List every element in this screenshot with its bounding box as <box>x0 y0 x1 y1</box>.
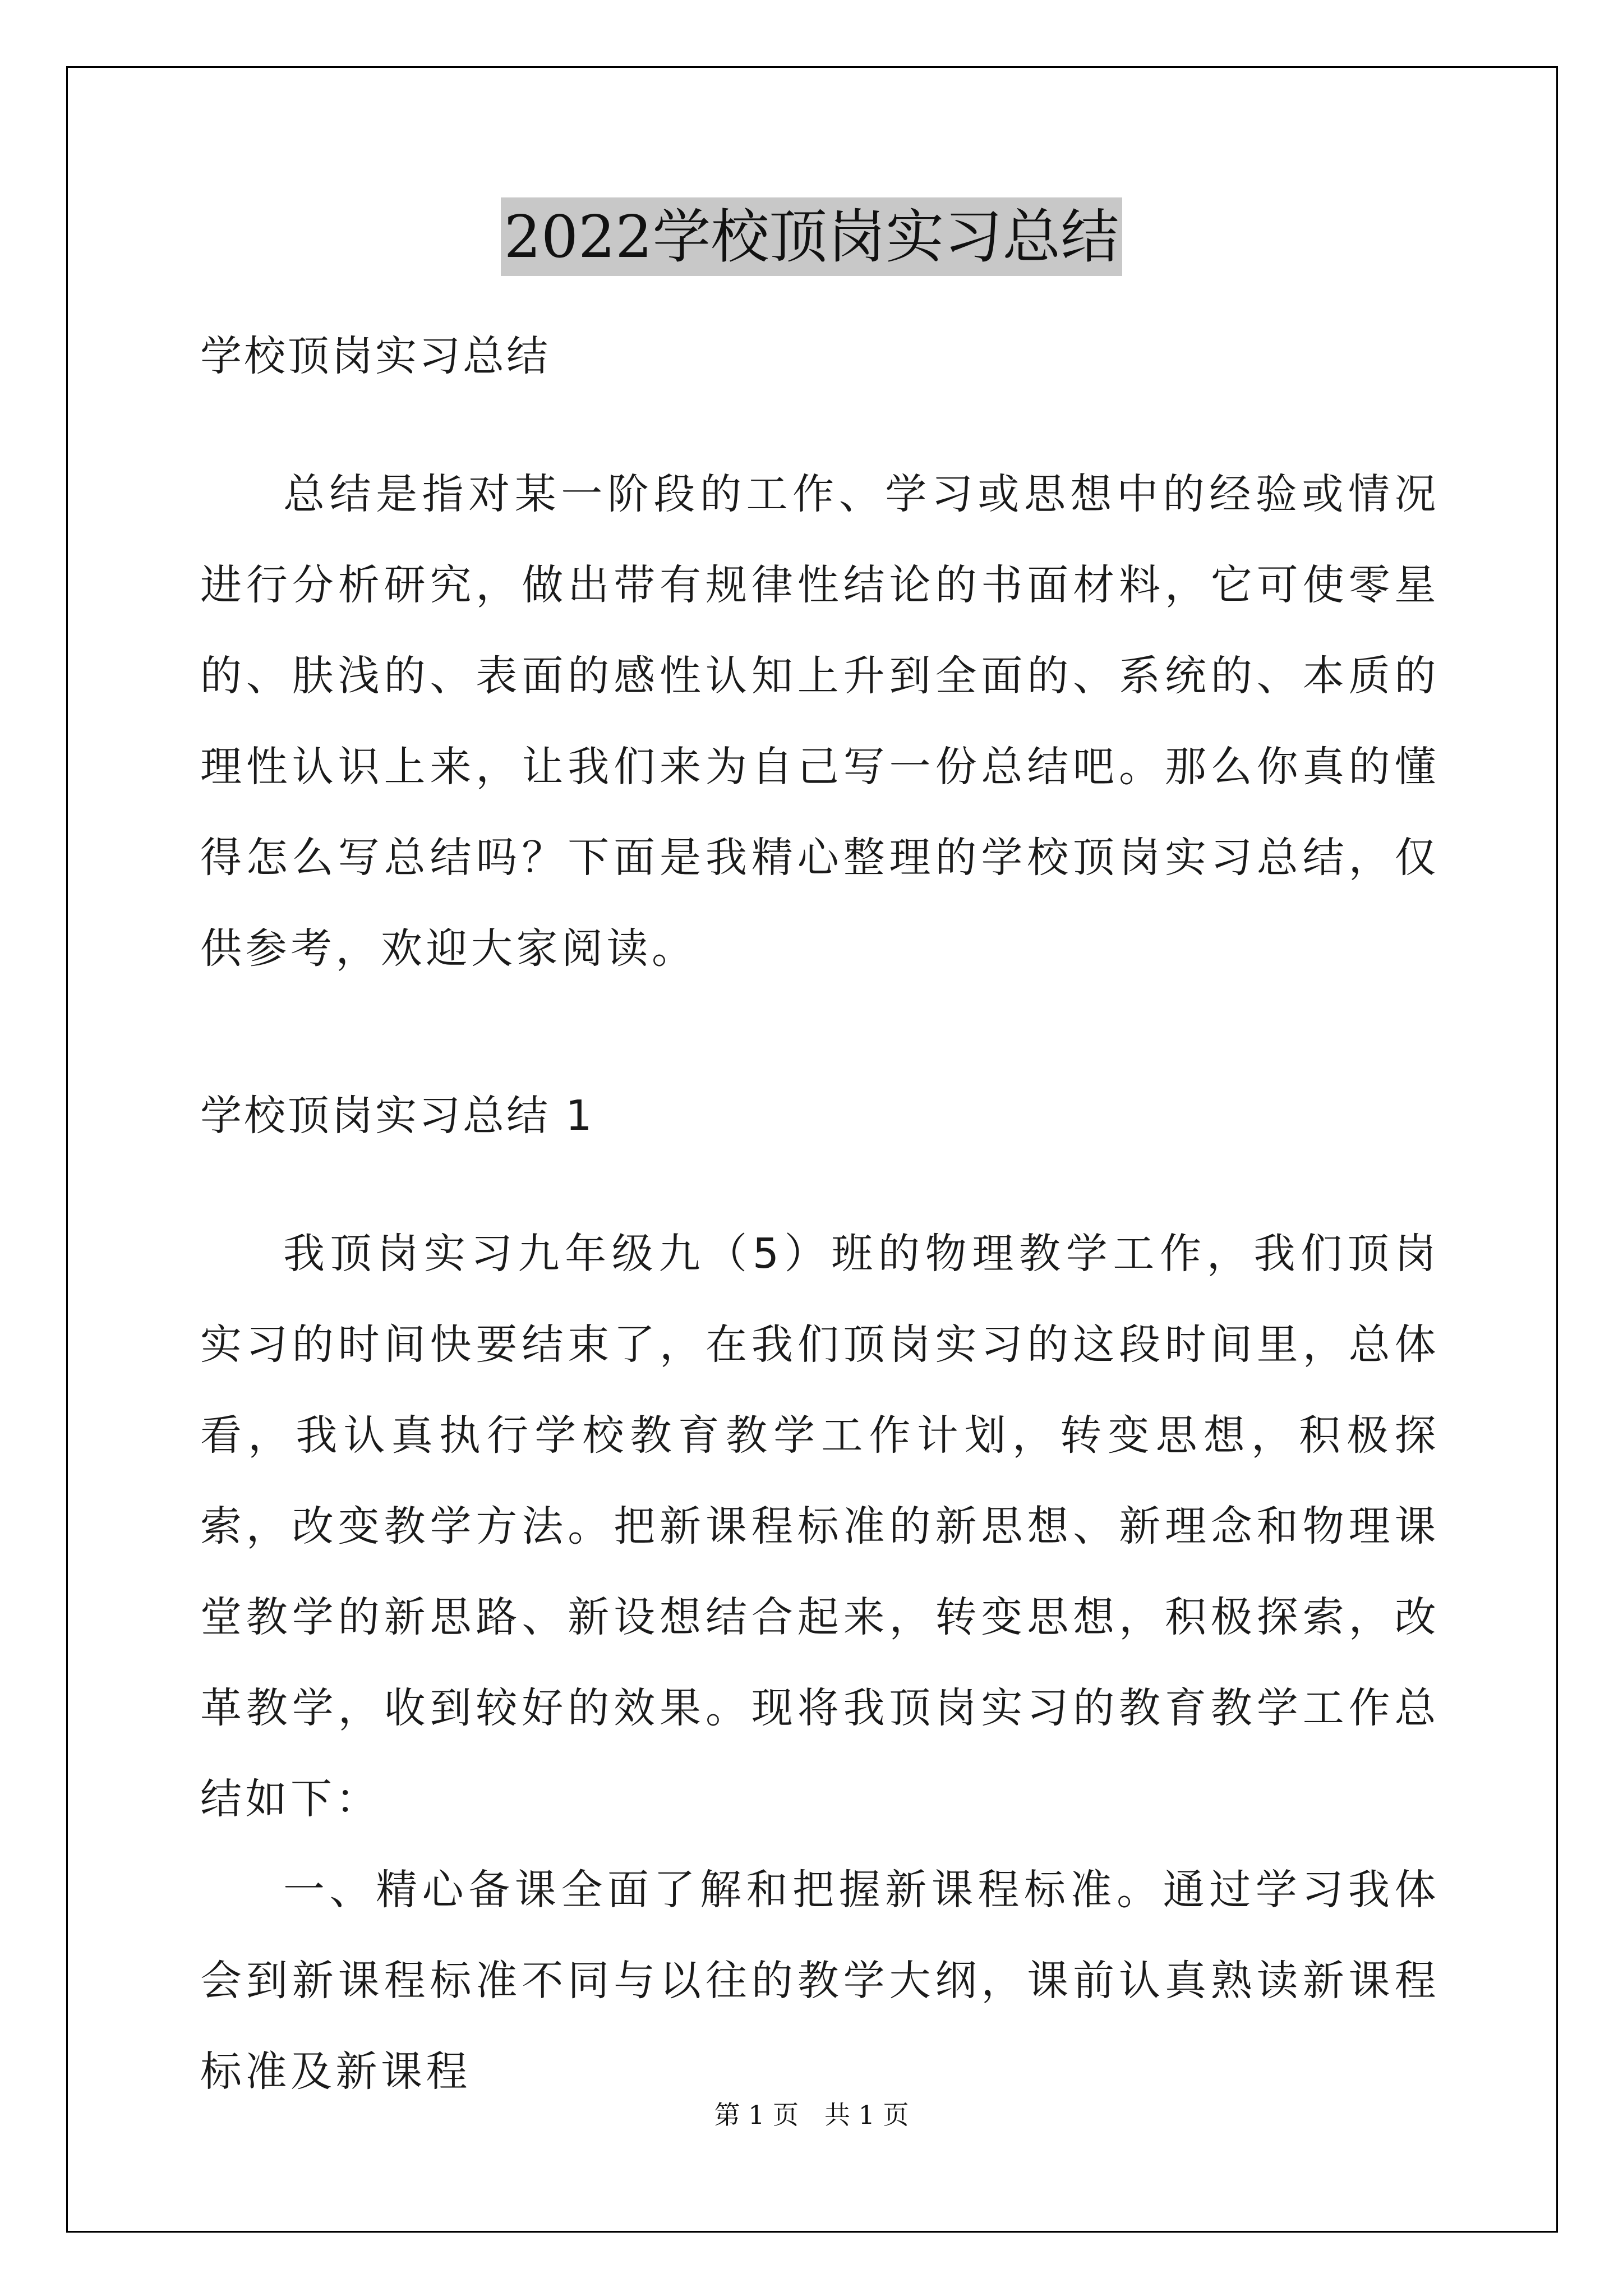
document-title: 2022学校顶岗实习总结 <box>501 197 1123 276</box>
section1-body <box>200 1208 1440 2117</box>
section-heading-1: 学校顶岗实习总结 1 <box>200 1092 594 1140</box>
intro-block <box>200 449 1440 994</box>
page-footer: 第 1 页 共 1 页 <box>714 2100 909 2130</box>
document-subtitle: 学校顶岗实习总结 <box>200 332 550 380</box>
title-container <box>0 197 1623 276</box>
section1-paragraph-1: 我顶岗实习九年级九（5）班的物理教学工作，我们顶岗实习的时间快要结束了，在我们顶岗实习的这段时间里，总体看，我认真执行学校教育教学工作计划，转变思想，积极探索，改变教学方法。把新课程标准的新思想、新理念和物理课堂教学的新思路、新设想结合起来，转变思想，积极探索，改革教学，收到较好的效果。现将我顶岗实习的教育教学工作总结如下： <box>200 1230 1440 1823</box>
section1-paragraph-2: 一、精心备课全面了解和把握新课程标准。通过学习我体会到新课程标准不同与以往的教学大纲，课前认真熟读新课程标准及新课程 <box>200 1866 1440 2096</box>
intro-paragraph: 总结是指对某一阶段的工作、学习或思想中的经验或情况进行分析研究，做出带有规律性结论的书面材料，它可使零星的、肤浅的、表面的感性认知上升到全面的、系统的、本质的理性认识上来，让我们来为自己写一份总结吧。那么你真的懂得怎么写总结吗？下面是我精心整理的学校顶岗实习总结，仅供参考，欢迎大家阅读。 <box>200 470 1440 973</box>
